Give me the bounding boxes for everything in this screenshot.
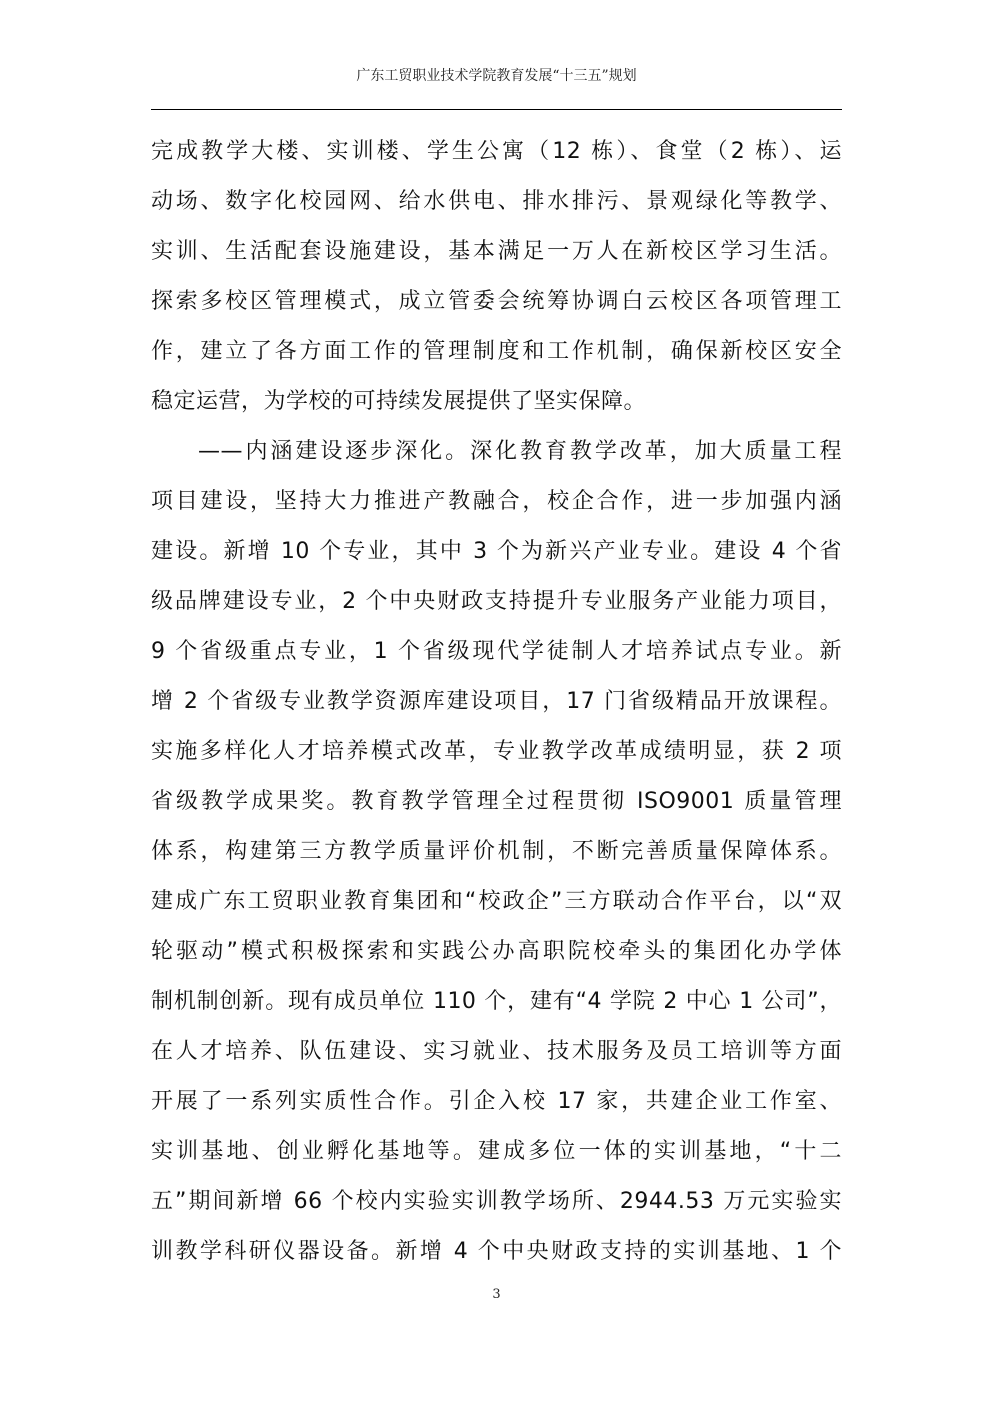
text-line: 探索多校区管理模式，成立管委会统筹协调白云校区各项管理工 (151, 289, 842, 314)
page-number: 3 (492, 1287, 501, 1302)
text-line: 实训、生活配套设施建设，基本满足一万人在新校区学习生活。 (151, 239, 842, 264)
text-line: 训教学科研仪器设备。新增 4 个中央财政支持的实训基地、1 个 (151, 1239, 842, 1264)
text-line: 五”期间新增 66 个校内实验实训教学场所、2944.53 万元实验实 (151, 1189, 842, 1214)
text-line: 在人才培养、队伍建设、实习就业、技术服务及员工培训等方面 (151, 1039, 842, 1064)
text-line: 实训基地、创业孵化基地等。建成多位一体的实训基地，“十二 (151, 1139, 842, 1164)
text-line: 开展了一系列实质性合作。引企入校 17 家，共建企业工作室、 (151, 1089, 842, 1114)
text-line: 作，建立了各方面工作的管理制度和工作机制，确保新校区安全 (151, 339, 842, 364)
text-line: 制机制创新。现有成员单位 110 个，建有“4 学院 2 中心 1 公司”， (151, 989, 842, 1014)
text-line: 省级教学成果奖。教育教学管理全过程贯彻 ISO9001 质量管理 (151, 789, 842, 814)
text-line: 9 个省级重点专业，1 个省级现代学徒制人才培养试点专业。新 (151, 639, 842, 664)
text-line: 项目建设，坚持大力推进产教融合，校企合作，进一步加强内涵 (151, 489, 842, 514)
text-line: 完成教学大楼、实训楼、学生公寓（12 栋）、食堂（2 栋）、运 (151, 139, 842, 164)
text-line: 建设。新增 10 个专业，其中 3 个为新兴产业专业。建设 4 个省 (151, 539, 842, 564)
text-line: 增 2 个省级专业教学资源库建设项目，17 门省级精品开放课程。 (151, 689, 842, 714)
text-line: 动场、数字化校园网、给水供电、排水排污、景观绿化等教学、 (151, 189, 842, 214)
text-line: 体系，构建第三方教学质量评价机制，不断完善质量保障体系。 (151, 839, 842, 864)
text-line: 轮驱动”模式积极探索和实践公办高职院校牵头的集团化办学体 (151, 939, 842, 964)
text-line: 实施多样化人才培养模式改革，专业教学改革成绩明显，获 2 项 (151, 739, 842, 764)
page-header: 广东工贸职业技术学院教育发展“十三五”规划 (356, 68, 637, 84)
text-line: 级品牌建设专业，2 个中央财政支持提升专业服务产业能力项目， (151, 589, 842, 614)
text-line: 稳定运营，为学校的可持续发展提供了坚实保障。 (151, 389, 647, 414)
paragraph-first-line: ——内涵建设逐步深化。深化教育教学改革，加大质量工程 (198, 439, 842, 464)
header-rule (151, 109, 842, 110)
text-line: 建成广东工贸职业教育集团和“校政企”三方联动合作平台，以“双 (151, 889, 842, 914)
